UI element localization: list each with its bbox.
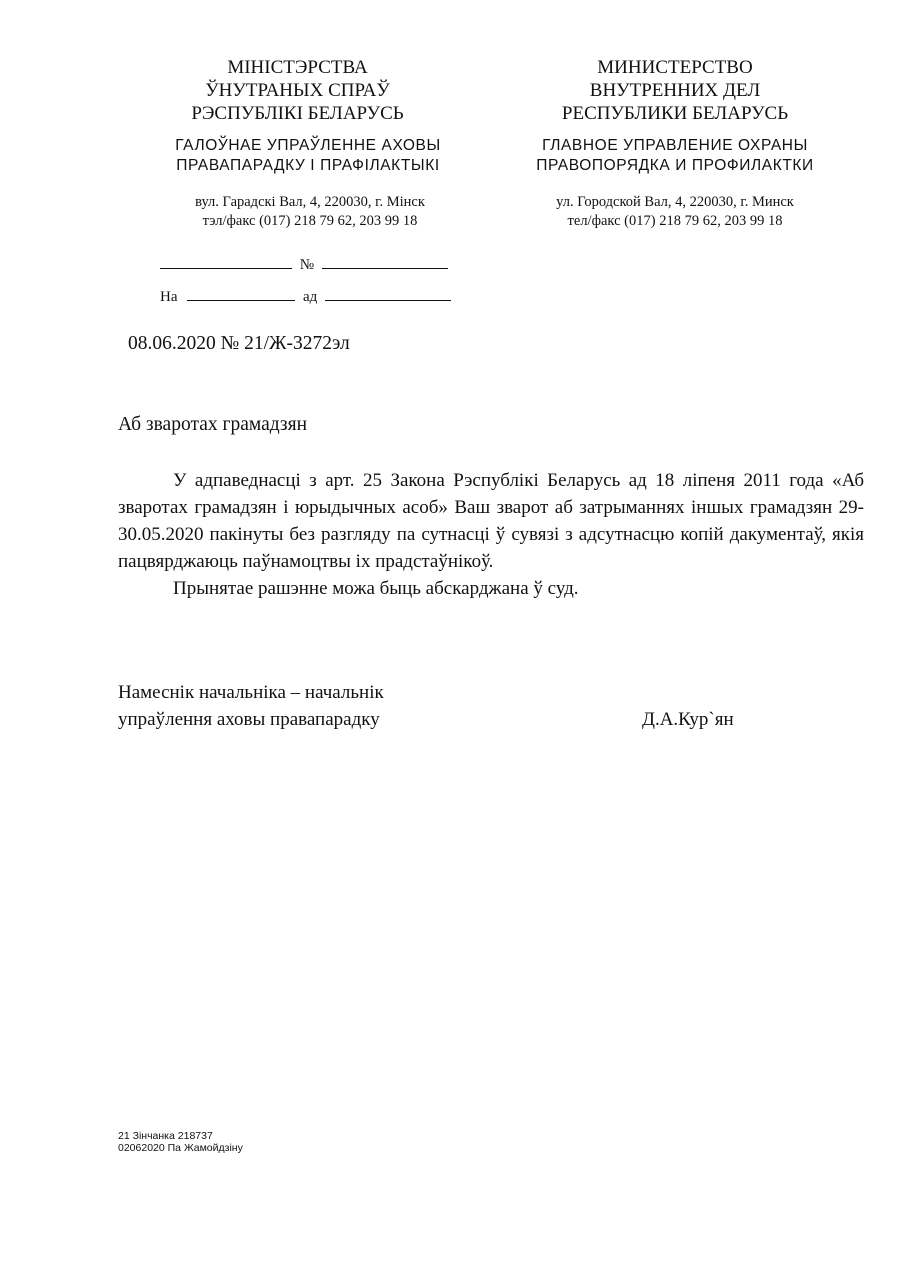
body-paragraph: Прынятае рашэнне можа быць абскарджана ў суд.	[173, 578, 579, 599]
signatory-title	[118, 679, 384, 733]
ministry-line: МІНІСТЭРСТВА	[227, 57, 368, 78]
department-line: ГАЛОЎНАЕ УПРАЎЛЕННЕ АХОВЫ	[175, 137, 441, 154]
department-name-ru	[502, 136, 848, 176]
letter-body	[118, 467, 864, 602]
reply-on-label: На	[160, 289, 178, 305]
reg-number-label: №	[299, 257, 315, 273]
reply-on-field	[187, 286, 295, 301]
ministry-name-ru	[540, 56, 810, 125]
phone-ru: тел/факс (017) 218 79 62, 203 99 18	[567, 213, 783, 229]
reply-line	[160, 286, 451, 307]
reg-date-field	[160, 254, 292, 269]
department-name-be	[130, 136, 486, 176]
phone-be: тэл/факс (017) 218 79 62, 203 99 18	[202, 213, 418, 229]
department-line: ПРАВАПАРАДКУ І ПРАФІЛАКТЫКІ	[176, 157, 440, 174]
ministry-line: ЎНУТРАНЫХ СПРАЎ	[205, 80, 390, 101]
body-paragraph: У адпаведнасці з арт. 25 Закона Рэспублікі Беларусь ад 18 ліпеня 2011 года «Аб зваротах грамадзян і юрыдычных асоб» Ваш зварот аб затрыманнях іншых грамадзян 29-30.05.2020 пакінуты без разгляду па сутнасці ў сувязі з адсутнасцю копій дакументаў, якія пацвярджаюць паўнамоцтвы іх прадстаўнікоў.	[118, 470, 864, 572]
contact-ru	[515, 193, 835, 231]
executor-note	[118, 1130, 243, 1154]
ministry-line: МИНИСТЕРСТВО	[597, 57, 753, 78]
executor-line: 02062020 Па Жамойдзіну	[118, 1142, 243, 1154]
contact-be	[150, 193, 470, 231]
reply-from-field	[325, 286, 451, 301]
address-ru: ул. Городской Вал, 4, 220030, г. Минск	[556, 194, 794, 210]
signatory-title-line: упраўлення аховы правапарадку	[118, 709, 380, 730]
signatory-name: Д.А.Кур`ян	[642, 709, 734, 730]
reg-number-field	[322, 254, 448, 269]
letter-number: 08.06.2020 № 21/Ж-3272эл	[128, 333, 350, 354]
department-line: ПРАВОПОРЯДКА И ПРОФИЛАКТКИ	[536, 157, 814, 174]
signatory-title-line: Намеснік начальніка – начальнік	[118, 682, 384, 703]
ministry-name-be	[170, 56, 425, 125]
ministry-line: РЭСПУБЛІКІ БЕЛАРУСЬ	[191, 103, 404, 124]
ministry-line: ВНУТРЕННИХ ДЕЛ	[589, 80, 761, 101]
reply-from-label: ад	[303, 289, 318, 305]
department-line: ГЛАВНОЕ УПРАВЛЕНИЕ ОХРАНЫ	[542, 137, 808, 154]
reg-number-line	[160, 254, 448, 275]
letter-subject: Аб зваротах грамадзян	[118, 414, 308, 435]
address-be: вул. Гарадскі Вал, 4, 220030, г. Мінск	[195, 194, 425, 210]
executor-line: 21 Зінчанка 218737	[118, 1130, 213, 1142]
ministry-line: РЕСПУБЛИКИ БЕЛАРУСЬ	[561, 103, 789, 124]
